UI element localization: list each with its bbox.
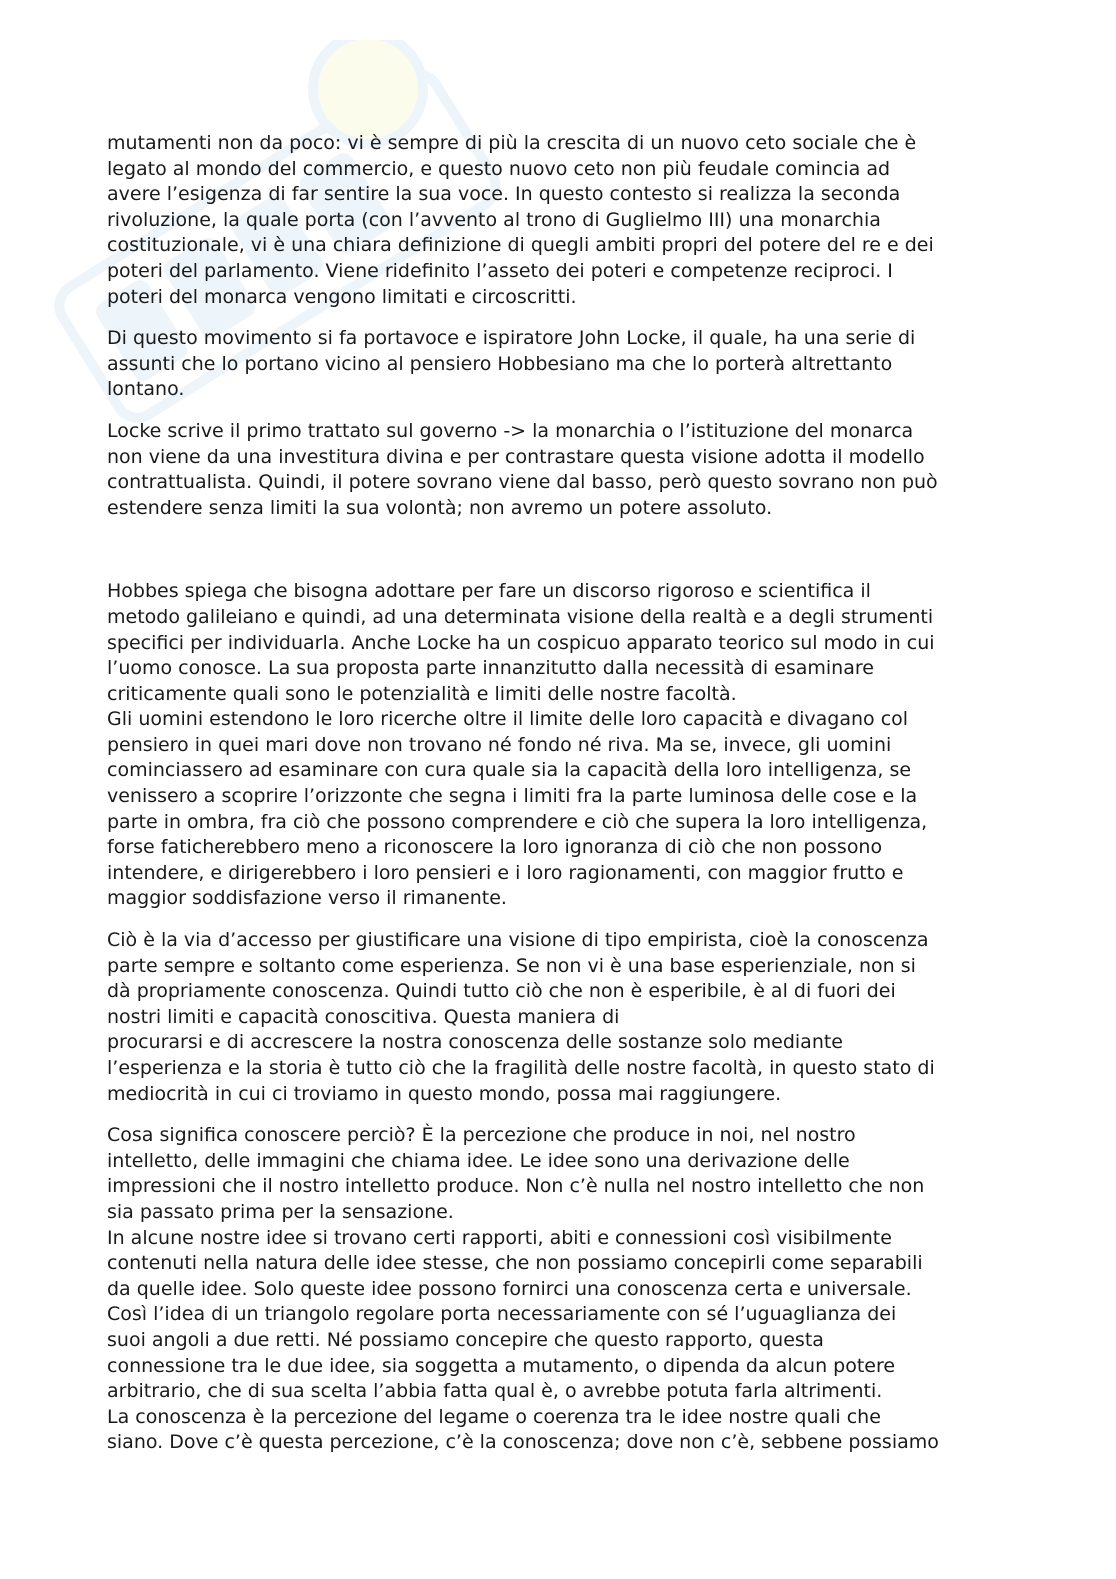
paragraph-locke-portavoce: Di questo movimento si fa portavoce e ispiratore John Locke, il quale, ha una serie di assunti che lo portano vicino al pensiero Hobbesiano ma che lo porterà altrettanto lontano.	[107, 327, 916, 401]
paragraph-primo-trattato: Locke scrive il primo trattato sul governo -> la monarchia o l’istituzione del monarca non viene da una investitura divina e per contrastare questa visione adotta il modello contrattualista. Quindi, il potere sovrano viene dal basso, però questo sovrano non può estendere senza limiti la sua volontà; non avremo un potere assoluto.	[107, 419, 938, 519]
paragraph-conoscere: Cosa significa conoscere perciò? È la percezione che produce in noi, nel nostro intelletto, delle immagini che chiama idee. Le idee sono una derivazione delle impressioni che il nostro intelletto produce. Non c’è nulla nel nostro intelletto che non sia passato prima per la sensazione. In alcune nostre idee si trovano certi rapporti, abiti e connessioni così visibilmente contenuti nella natura delle idee stesse, che non possiamo concepirli come separabili da quelle idee. Solo queste idee possono fornirci una conoscenza certa e universale. Così l’idea di un triangolo regolare porta necessariamente con sé l’uguaglianza dei suoi angoli a due retti. Né possiamo concepire che questo rapporto, questa connessione tra le due idee, sia soggetta a mutamento, o dipenda da alcun potere arbitrario, che di sua scelta l’abbia fatta qual è, o avrebbe potuta farla altrimenti. La conoscenza è la percezione del legame o coerenza tra le idee nostre quali che siano. Dove c’è questa percezione, c’è la conoscenza; dove non c’è, sebbene possiamo	[107, 1124, 939, 1454]
section-spacer	[107, 537, 1012, 579]
paragraph-hobbes-metodo: Hobbes spiega che bisogna adottare per fare un discorso rigoroso e scientifica il metodo galileiano e quindi, ad una determinata visione della realtà e a degli strumenti specifici per individuarla. Anche Locke ha un cospicuo apparato teorico sul modo in cui l’uomo conosce. La sua proposta parte innanzitutto dalla necessità di esaminare criticamente quali sono le potenzialità e limiti delle nostre facoltà. Gli uomini estendono le loro ricerche oltre il limite delle loro capacità e divagano col pensiero in quei mari dove non trovano né fondo né riva. Ma se, invece, gli uomini cominciassero ad esaminare con cura quale sia la capacità della loro intelligenza, se venissero a scoprire l’orizzonte che segna i limiti fra la parte luminosa delle cose e la parte in ombra, fra ciò che possono comprendere e ciò che supera la loro intelligenza, forse faticherebbero meno a riconoscere la loro ignoranza di ciò che non possono intendere, e dirigerebbero i loro pensieri e i loro ragionamenti, con maggior frutto e maggior soddisfazione verso il rimanente.	[107, 580, 935, 910]
document-body	[107, 131, 1012, 1472]
paragraph-monarchia: mutamenti non da poco: vi è sempre di più la crescita di un nuovo ceto sociale che è legato al mondo del commercio, e questo nuovo ceto non più feudale comincia ad avere l’esigenza di far sentire la sua voce. In questo contesto si realizza la seconda rivoluzione, la quale porta (con l’avvento al trono di Guglielmo III) una monarchia costituzionale, vi è una chiara definizione di quegli ambiti propri del potere del re e dei poteri del parlamento. Viene ridefinito l’asseto dei poteri e competenze reciproci. I poteri del monarca vengono limitati e circoscritti.	[107, 132, 934, 308]
paragraph-empirismo: Ciò è la via d’accesso per giustificare una visione di tipo empirista, cioè la conoscenza parte sempre e soltanto come esperienza. Se non vi è una base esperienziale, non si dà propriamente conoscenza. Quindi tutto ciò che non è esperibile, è al di fuori dei nostri limiti e capacità conoscitiva. Questa maniera di procurarsi e di accrescere la nostra conoscenza delle sostanze solo mediante l’esperienza e la storia è tutto ciò che la fragilità delle nostre facoltà, in questo stato di mediocrità in cui ci troviamo in questo mondo, possa mai raggiungere.	[107, 929, 935, 1105]
